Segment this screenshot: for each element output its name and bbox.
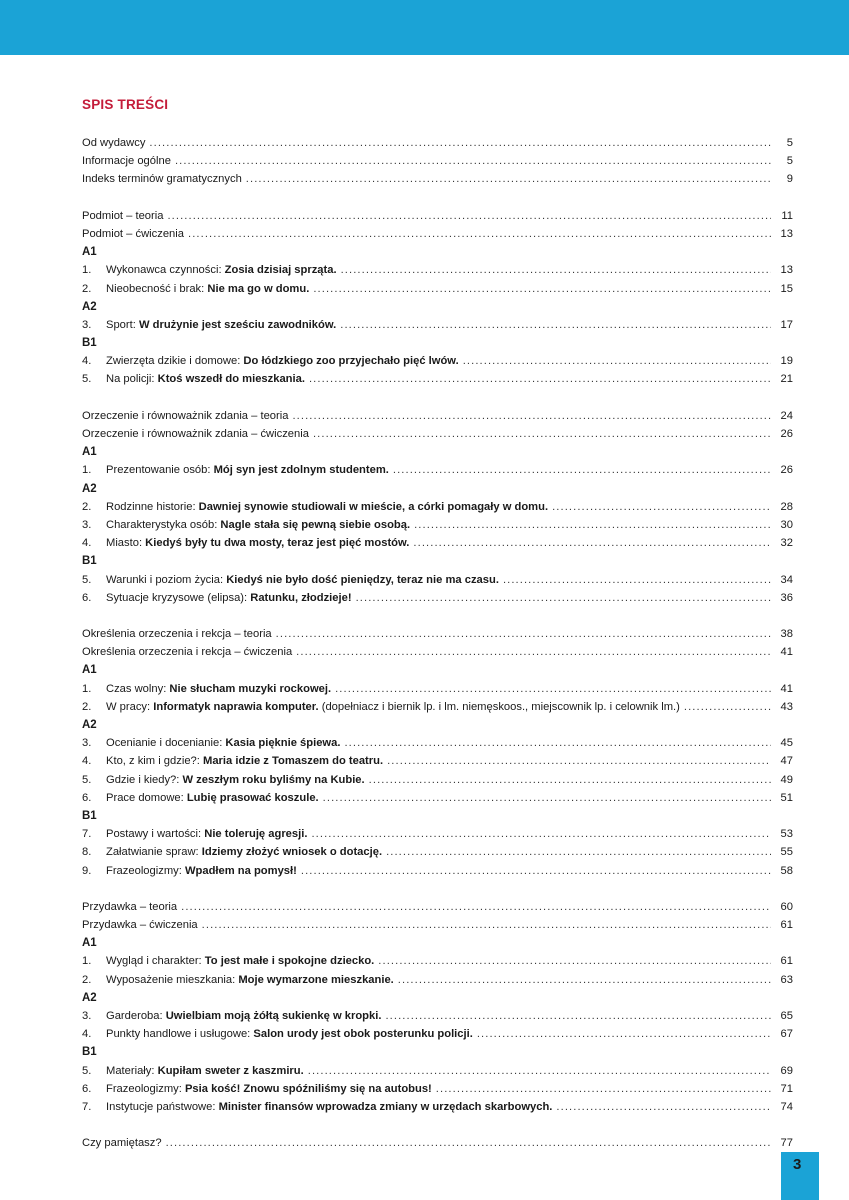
toc-entry[interactable] <box>82 916 793 934</box>
entry-page-number: 13 <box>780 264 793 277</box>
toc-entry[interactable] <box>82 225 793 243</box>
toc-entry[interactable] <box>82 952 793 970</box>
entry-page-number: 49 <box>780 773 793 786</box>
entry-page-number: 47 <box>780 755 793 768</box>
section-gap <box>82 189 793 207</box>
entry-page-number: 24 <box>780 409 793 422</box>
entry-title <box>82 225 184 243</box>
entry-topic: Instytucje państwowe: <box>106 1100 219 1113</box>
entry-page-number: 15 <box>780 282 793 295</box>
entry-example: Lubię prasować koszule. <box>186 791 319 804</box>
entry-title <box>106 516 410 534</box>
entry-topic: Sport: <box>106 318 139 331</box>
entry-topic: Punkty handlowe i usługowe: <box>106 1028 254 1041</box>
entry-page-number: 5 <box>786 137 793 149</box>
dot-leader <box>311 825 771 843</box>
entry-page-number: 61 <box>780 955 793 968</box>
entry-title <box>106 698 680 716</box>
entry-title <box>106 843 382 861</box>
toc-entry[interactable] <box>82 170 793 188</box>
entry-topic: Informacje ogólne <box>82 155 171 168</box>
entry-page-number: 53 <box>780 828 793 841</box>
entry-topic: Frazeologizmy: <box>106 1082 185 1095</box>
entry-page-number: 58 <box>780 864 793 877</box>
entry-number: 1. <box>82 264 92 277</box>
entry-page-number: 36 <box>780 591 793 604</box>
entry-title <box>106 680 331 698</box>
entry-number: 4. <box>82 755 92 768</box>
entry-topic: Nieobecność i brak: <box>106 282 208 295</box>
entry-example: W drużynie jest sześciu zawodników. <box>138 318 337 331</box>
entry-page-number: 63 <box>780 973 793 986</box>
dot-leader <box>246 170 771 188</box>
dot-leader <box>335 680 771 698</box>
entry-title <box>106 1080 432 1098</box>
toc-entry[interactable] <box>82 862 793 880</box>
toc-entry[interactable] <box>82 1080 793 1098</box>
entry-topic: Określenia orzeczenia i rekcja – ćwiczenia <box>82 646 293 659</box>
entry-example: Nie ma go w domu. <box>207 282 310 295</box>
toc-entry[interactable] <box>82 698 793 716</box>
dot-leader <box>181 898 771 916</box>
level-heading: A1 <box>82 246 97 259</box>
entry-topic: Czy pamiętasz? <box>82 1137 162 1150</box>
toc-entry[interactable] <box>82 152 793 170</box>
dot-leader <box>344 734 771 752</box>
entry-page-number: 55 <box>780 846 793 859</box>
entry-number: 6. <box>82 591 92 604</box>
entry-number: 9. <box>82 864 92 877</box>
entry-example: Ratunku, złodzieje! <box>250 591 352 604</box>
entry-topic: Wygląd i charakter: <box>106 955 205 968</box>
toc-entry[interactable] <box>82 1007 793 1025</box>
toc-entry[interactable] <box>82 261 793 279</box>
level-heading: B1 <box>82 1046 97 1059</box>
entry-topic: Postawy i wartości: <box>106 828 205 841</box>
dot-leader <box>378 952 771 970</box>
entry-page-number: 13 <box>780 227 793 240</box>
entry-title <box>106 1062 304 1080</box>
entry-title <box>106 1098 552 1116</box>
entry-page-number: 77 <box>780 1137 793 1150</box>
entry-title <box>106 734 340 752</box>
entry-title <box>106 316 336 334</box>
entry-page-number: 41 <box>780 646 793 659</box>
toc-entry[interactable] <box>82 1062 793 1080</box>
entry-number: 5. <box>82 573 92 586</box>
level-heading: A1 <box>82 664 97 677</box>
entry-title <box>82 643 292 661</box>
entry-number: 1. <box>82 682 92 695</box>
entry-title <box>106 971 394 989</box>
entry-number: 8. <box>82 846 92 859</box>
entry-topic: Przydawka – teoria <box>82 900 178 913</box>
entry-example: Kupiłam sweter z kaszmiru. <box>157 1064 304 1077</box>
entry-example: Nie słucham muzyki rockowej. <box>169 682 332 695</box>
dot-leader <box>296 643 771 661</box>
toc-entry[interactable] <box>82 898 793 916</box>
entry-example: Minister finansów wprowadza zmiany w urzędach skarbowych. <box>218 1100 553 1113</box>
entry-title <box>82 916 198 934</box>
entry-topic: W pracy: <box>106 700 154 713</box>
entry-page-number: 19 <box>780 355 793 368</box>
entry-page-number: 43 <box>780 700 793 713</box>
toc-entry[interactable] <box>82 1134 793 1152</box>
toc-entry[interactable] <box>82 734 793 752</box>
dot-leader <box>385 1007 771 1025</box>
entry-title <box>82 898 177 916</box>
entry-page-number: 67 <box>780 1028 793 1041</box>
dot-leader <box>301 862 771 880</box>
entry-number: 5. <box>82 1064 92 1077</box>
entry-number: 5. <box>82 373 92 386</box>
toc-entry[interactable] <box>82 752 793 770</box>
dot-leader <box>503 571 771 589</box>
entry-example: Salon urody jest obok posterunku policji. <box>253 1028 473 1041</box>
entry-page-number: 21 <box>780 373 793 386</box>
entry-topic: Od wydawcy <box>82 137 146 149</box>
dot-leader <box>436 1080 771 1098</box>
entry-example: Ktoś wszedł do mieszkania. <box>157 373 305 386</box>
toc-entry[interactable] <box>82 971 793 989</box>
entry-page-number: 65 <box>780 1010 793 1022</box>
entry-page-number: 45 <box>780 737 793 750</box>
entry-example: Maria idzie z Tomaszem do teatru. <box>203 755 384 768</box>
entry-topic: Załatwianie spraw: <box>106 846 202 859</box>
toc-entry[interactable] <box>82 589 793 607</box>
dot-leader <box>369 771 771 789</box>
entry-example: Wpadłem na pomysł! <box>184 864 297 877</box>
entry-topic: Ocenianie i docenianie: <box>106 737 226 750</box>
entry-page-number: 5 <box>786 155 793 168</box>
toc-entry[interactable] <box>82 825 793 843</box>
entry-number: 2. <box>82 500 92 513</box>
entry-topic: Czas wolny: <box>106 682 170 695</box>
entry-title <box>106 261 337 279</box>
dot-leader <box>413 534 771 552</box>
toc-entry[interactable] <box>82 643 793 661</box>
entry-topic: Wykonawca czynności: <box>106 264 225 277</box>
dot-leader <box>308 1062 771 1080</box>
entry-topic: Indeks terminów gramatycznych <box>82 173 242 186</box>
toc-entry[interactable] <box>82 625 793 643</box>
toc-entry[interactable] <box>82 534 793 552</box>
entry-number: 7. <box>82 828 92 841</box>
level-heading: A2 <box>82 719 97 731</box>
entry-example: Psia kość! Znowu spóźniliśmy się na autobus! <box>184 1082 432 1095</box>
toc-entry[interactable] <box>82 207 793 225</box>
entry-title <box>82 207 163 225</box>
table-of-contents <box>82 134 793 1153</box>
entry-topic: Warunki i poziom życia: <box>106 573 227 586</box>
entry-title <box>106 370 305 388</box>
entry-page-number: 28 <box>780 500 793 513</box>
dot-leader <box>313 425 771 443</box>
entry-note: (dopełniacz i biernik lp. i lm. niemęskoos., miejscownik lp. i celownik lm.) <box>318 700 680 713</box>
entry-page-number: 74 <box>780 1100 793 1113</box>
level-heading: A2 <box>82 482 97 495</box>
entry-page-number: 32 <box>780 537 793 550</box>
section-gap <box>82 607 793 625</box>
page-number: 3 <box>793 1156 802 1173</box>
entry-title <box>106 789 319 807</box>
entry-number: 1. <box>82 955 92 968</box>
entry-page-number: 71 <box>780 1082 793 1095</box>
entry-example: To jest małe i spokojne dziecko. <box>204 955 375 968</box>
level-heading: A2 <box>82 991 97 1004</box>
entry-example: Nagle stała się pewną siebie osobą. <box>220 518 411 531</box>
entry-number: 3. <box>82 518 92 531</box>
entry-title <box>106 862 297 880</box>
entry-example: Do łódzkiego zoo przyjechało pięć lwów. <box>243 355 459 368</box>
entry-example: W zeszłym roku byliśmy na Kubie. <box>182 773 365 786</box>
entry-example: Uwielbiam moją żółtą sukienkę w kropki. <box>165 1010 382 1022</box>
toc-entry[interactable] <box>82 1025 793 1043</box>
entry-example: Zosia dzisiaj sprząta. <box>224 264 337 277</box>
entry-topic: Zwierzęta dzikie i domowe: <box>106 355 244 368</box>
entry-page-number: 17 <box>780 318 793 331</box>
entry-title <box>106 280 309 298</box>
dot-leader <box>556 1098 771 1116</box>
entry-number: 2. <box>82 973 92 986</box>
toc-entry[interactable] <box>82 280 793 298</box>
entry-page-number: 51 <box>780 791 793 804</box>
entry-example: Mój syn jest zdolnym studentem. <box>213 464 389 477</box>
entry-topic: Sytuacje kryzysowe (elipsa): <box>106 591 251 604</box>
entry-title <box>106 752 383 770</box>
entry-topic: Charakterystyka osób: <box>106 518 221 531</box>
dot-leader <box>175 152 771 170</box>
toc-entry[interactable] <box>82 843 793 861</box>
page-title: SPIS TREŚCI <box>82 97 169 112</box>
level-heading: B1 <box>82 809 97 822</box>
entry-title <box>82 625 272 643</box>
entry-title <box>106 571 499 589</box>
entry-topic: Wyposażenie mieszkania: <box>106 973 239 986</box>
header-band <box>0 0 849 55</box>
entry-topic: Podmiot – ćwiczenia <box>82 227 184 240</box>
entry-topic: Prace domowe: <box>106 791 187 804</box>
entry-title <box>106 589 352 607</box>
entry-number: 4. <box>82 355 92 368</box>
entry-page-number: 41 <box>780 682 793 695</box>
entry-title <box>82 134 145 152</box>
entry-topic: Materiały: <box>106 1064 158 1077</box>
entry-page-number: 34 <box>780 573 793 586</box>
dot-leader <box>356 589 771 607</box>
section-gap <box>82 1116 793 1134</box>
entry-topic: Przydawka – ćwiczenia <box>82 919 198 932</box>
dot-leader <box>309 370 771 388</box>
toc-entry[interactable] <box>82 1098 793 1116</box>
entry-title <box>106 1007 381 1025</box>
entry-page-number: 26 <box>780 428 793 440</box>
toc-entry[interactable] <box>82 407 793 425</box>
entry-topic: Miasto: <box>106 537 146 550</box>
dot-leader <box>292 407 771 425</box>
entry-topic: Kto, z kim i gdzie?: <box>106 755 203 768</box>
entry-topic: Orzeczenie i równoważnik zdania – teoria <box>82 409 289 422</box>
entry-title <box>106 534 409 552</box>
toc-entry[interactable] <box>82 516 793 534</box>
dot-leader <box>387 752 771 770</box>
dot-leader <box>340 316 771 334</box>
entry-example: Kiedyś nie było dość pieniędzy, teraz nie ma czasu. <box>226 573 499 586</box>
entry-topic: Garderoba: <box>106 1010 166 1022</box>
section-gap <box>82 389 793 407</box>
entry-example: Moje wymarzone mieszkanie. <box>238 973 394 986</box>
dot-leader <box>684 698 771 716</box>
entry-topic: Rodzinne historie: <box>106 500 199 513</box>
section-gap <box>82 880 793 898</box>
entry-topic: Gdzie i kiedy?: <box>106 773 183 786</box>
toc-entry[interactable] <box>82 498 793 516</box>
entry-number: 6. <box>82 791 92 804</box>
toc-entry[interactable] <box>82 789 793 807</box>
dot-leader <box>313 280 771 298</box>
entry-page-number: 11 <box>781 209 793 222</box>
dot-leader <box>477 1025 771 1043</box>
entry-topic: Na policji: <box>106 373 158 386</box>
entry-title <box>82 1134 162 1152</box>
level-heading: B1 <box>82 555 97 568</box>
entry-title <box>82 152 171 170</box>
dot-leader <box>166 1134 771 1152</box>
entry-title <box>82 425 309 443</box>
entry-title <box>106 771 365 789</box>
dot-leader <box>341 261 771 279</box>
level-heading: A1 <box>82 937 97 950</box>
entry-example: Kiedyś były tu dwa mosty, teraz jest pięć mostów. <box>145 537 410 550</box>
entry-page-number: 26 <box>780 464 793 477</box>
entry-page-number: 9 <box>786 173 793 186</box>
toc-entry[interactable] <box>82 771 793 789</box>
entry-title <box>106 825 307 843</box>
dot-leader <box>463 352 771 370</box>
entry-number: 3. <box>82 737 92 750</box>
entry-topic: Frazeologizmy: <box>106 864 185 877</box>
entry-number: 4. <box>82 537 92 550</box>
entry-title <box>106 498 548 516</box>
toc-entry[interactable] <box>82 680 793 698</box>
dot-leader <box>386 843 771 861</box>
entry-title <box>106 952 374 970</box>
toc-entry[interactable] <box>82 461 793 479</box>
entry-number: 3. <box>82 318 92 331</box>
entry-number: 2. <box>82 700 92 713</box>
dot-leader <box>188 225 771 243</box>
entry-topic: Podmiot – teoria <box>82 209 164 222</box>
toc-entry[interactable] <box>82 425 793 443</box>
entry-title <box>106 1025 473 1043</box>
entry-number: 1. <box>82 464 92 477</box>
entry-number: 6. <box>82 1082 92 1095</box>
entry-example: Informatyk naprawia komputer. <box>153 700 319 713</box>
entry-number: 7. <box>82 1100 92 1113</box>
entry-page-number: 60 <box>780 900 793 913</box>
entry-example: Kasia pięknie śpiewa. <box>225 737 341 750</box>
toc-entry[interactable] <box>82 352 793 370</box>
entry-number: 3. <box>82 1010 92 1022</box>
entry-title <box>106 461 389 479</box>
entry-topic: Określenia orzeczenia i rekcja – teoria <box>82 628 272 641</box>
dot-leader <box>552 498 771 516</box>
dot-leader <box>323 789 771 807</box>
entry-number: 5. <box>82 773 92 786</box>
toc-entry[interactable] <box>82 571 793 589</box>
entry-title <box>82 407 288 425</box>
toc-entry[interactable] <box>82 370 793 388</box>
entry-title <box>106 352 459 370</box>
dot-leader <box>202 916 771 934</box>
entry-page-number: 69 <box>780 1064 793 1077</box>
dot-leader <box>393 461 771 479</box>
level-heading: A2 <box>82 300 97 313</box>
entry-example: Idziemy złożyć wniosek o dotację. <box>201 846 383 859</box>
entry-example: Dawniej synowie studiowali w mieście, a córki pomagały w domu. <box>198 500 549 513</box>
entry-page-number: 61 <box>780 919 793 932</box>
entry-title <box>82 170 242 188</box>
dot-leader <box>167 207 771 225</box>
toc-entry[interactable] <box>82 316 793 334</box>
entry-example: Nie toleruję agresji. <box>204 828 308 841</box>
entry-topic: Prezentowanie osób: <box>106 464 214 477</box>
toc-entry[interactable] <box>82 134 793 152</box>
dot-leader <box>414 516 771 534</box>
entry-number: 2. <box>82 282 92 295</box>
level-heading: A1 <box>82 446 97 459</box>
dot-leader <box>276 625 771 643</box>
dot-leader <box>398 971 771 989</box>
level-heading: B1 <box>82 337 97 350</box>
entry-page-number: 30 <box>780 518 793 531</box>
entry-number: 4. <box>82 1028 92 1041</box>
entry-page-number: 38 <box>780 628 793 641</box>
dot-leader <box>149 134 771 152</box>
entry-topic: Orzeczenie i równoważnik zdania – ćwiczenia <box>82 428 309 440</box>
